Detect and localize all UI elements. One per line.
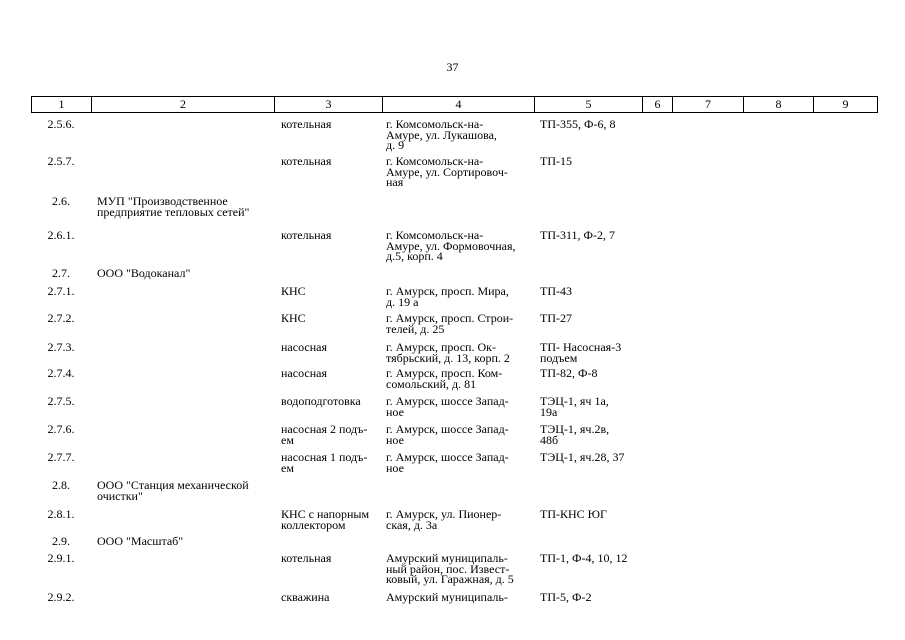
object-type: насосная	[281, 366, 327, 380]
address: г. Амурск, просп. Мира, д. 19 а	[386, 284, 509, 309]
address: г. Амурск, шоссе Запад- ное	[386, 394, 509, 419]
substation: ТП-1, Ф-4, 10, 12	[540, 551, 628, 565]
table-row	[31, 342, 877, 368]
address: г. Амурск, шоссе Запад- ное	[386, 422, 509, 447]
object-type: КНС	[281, 311, 306, 325]
object-type: котельная	[281, 154, 332, 168]
column-header-5: 5	[535, 97, 643, 113]
table-row	[31, 592, 877, 606]
row-number: 2.9.2.	[47, 590, 75, 604]
address: г. Амурск, просп. Ок- тябрьский, д. 13, корп. 2	[386, 340, 510, 365]
row-number: 2.9.1.	[47, 551, 75, 565]
table-row	[31, 452, 877, 480]
row-number: 2.7.4.	[47, 366, 75, 380]
object-type: насосная	[281, 340, 327, 354]
row-number: 2.5.7.	[47, 154, 75, 168]
column-header-4: 4	[383, 97, 535, 113]
table-row	[31, 480, 877, 509]
table-row	[31, 509, 877, 536]
object-type: водоподготовка	[281, 394, 361, 408]
row-number: 2.7.7.	[47, 450, 75, 464]
table-row	[31, 156, 877, 196]
object-type: скважина	[281, 590, 330, 604]
object-type: котельная	[281, 551, 332, 565]
object-type: КНС с напорным коллектором	[281, 507, 370, 532]
row-number: 2.9.	[52, 534, 70, 548]
row-number: 2.7.3.	[47, 340, 75, 354]
table-row	[31, 286, 877, 313]
substation: ТП-27	[540, 311, 572, 325]
address: г. Комсомольск-на- Амуре, ул. Формовочная, д.5, корп. 4	[386, 228, 516, 263]
table-row	[31, 553, 877, 592]
substation: ТЭЦ-1, яч.2в, 48б	[540, 422, 610, 447]
row-number: 2.7.6.	[47, 422, 75, 436]
row-number: 2.6.	[52, 194, 70, 208]
column-header-3: 3	[275, 97, 383, 113]
object-type: котельная	[281, 117, 332, 131]
substation: ТП-43	[540, 284, 572, 298]
table-row	[31, 368, 877, 396]
row-number: 2.5.6.	[47, 117, 75, 131]
row-number: 2.8.1.	[47, 507, 75, 521]
substation: ТП- Насосная-3 подъем	[540, 340, 622, 365]
substation: ТЭЦ-1, яч.28, 37	[540, 450, 625, 464]
organization: МУП "Производственное предприятие тепловых сетей"	[97, 194, 250, 219]
column-header-6: 6	[643, 97, 673, 113]
table-row	[31, 196, 877, 230]
column-header-8: 8	[744, 97, 814, 113]
row-number: 2.7.	[52, 266, 70, 280]
address: г. Комсомольск-на- Амуре, ул. Лукашова, д. 9	[386, 117, 497, 152]
substation: ТП-15	[540, 154, 572, 168]
address: г. Амурск, просп. Строи- телей, д. 25	[386, 311, 514, 336]
address: Амурский муниципаль-	[386, 590, 508, 604]
substation: ТП-5, Ф-2	[540, 590, 592, 604]
organization: ООО "Водоканал"	[97, 266, 191, 280]
substation: ТП-311, Ф-2, 7	[540, 228, 616, 242]
address: г. Амурск, просп. Ком- сомольский, д. 81	[386, 366, 503, 391]
substation: ТЭЦ-1, яч 1а, 19а	[540, 394, 609, 419]
column-header-1: 1	[32, 97, 92, 113]
object-type: КНС	[281, 284, 306, 298]
table-row	[31, 396, 877, 424]
organization: ООО "Масштаб"	[97, 534, 184, 548]
column-header-2: 2	[92, 97, 275, 113]
table-row	[31, 230, 877, 268]
object-type: котельная	[281, 228, 332, 242]
address: Амурский муниципаль- ный район, пос. Извест- ковый, ул. Гаражная, д. 5	[386, 551, 514, 586]
column-number-header	[31, 96, 878, 113]
row-number: 2.8.	[52, 478, 70, 492]
object-type: насосная 2 подъ- ем	[281, 422, 368, 447]
column-header-7: 7	[673, 97, 744, 113]
row-number: 2.7.5.	[47, 394, 75, 408]
address: г. Комсомольск-на- Амуре, ул. Сортировоч- ная	[386, 154, 508, 189]
object-type: насосная 1 подъ- ем	[281, 450, 368, 475]
address: г. Амурск, шоссе Запад- ное	[386, 450, 509, 475]
row-number: 2.6.1.	[47, 228, 75, 242]
table-row	[31, 424, 877, 452]
page-number: 37	[446, 60, 459, 74]
column-header-9: 9	[814, 97, 878, 113]
substation: ТП-355, Ф-6, 8	[540, 117, 616, 131]
substation: ТП-82, Ф-8	[540, 366, 598, 380]
table-row	[31, 313, 877, 342]
row-number: 2.7.1.	[47, 284, 75, 298]
organization: ООО "Станция механической очистки"	[97, 478, 249, 503]
substation: ТП-КНС ЮГ	[540, 507, 607, 521]
row-number: 2.7.2.	[47, 311, 75, 325]
address: г. Амурск, ул. Пионер- ская, д. 3а	[386, 507, 502, 532]
table-body	[31, 119, 877, 606]
table-row	[31, 119, 877, 156]
